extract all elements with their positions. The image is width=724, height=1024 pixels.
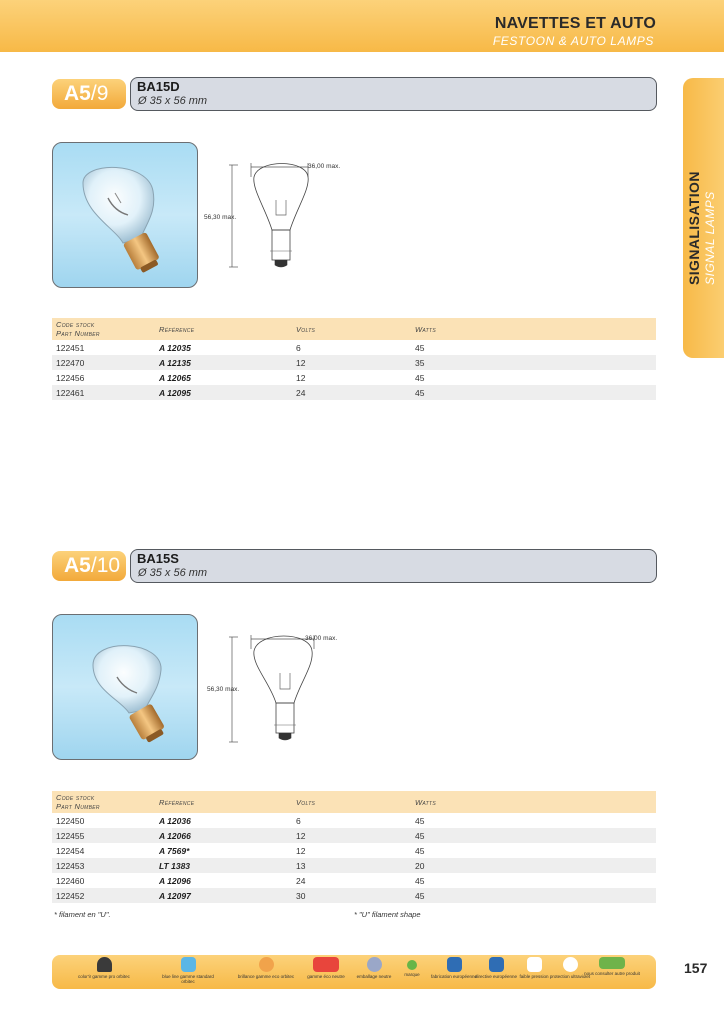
uv-protection-icon	[563, 957, 578, 972]
legend-item-brillance: brillance gamme eco orbitec	[236, 957, 296, 979]
bulb-photo-image	[53, 143, 198, 288]
cell-reference: A 7569*	[155, 843, 292, 858]
col-code: Code stock Part Number	[52, 318, 155, 340]
cell-reference: A 12066	[155, 828, 292, 843]
product-badge: A5/9	[52, 79, 126, 109]
table-row	[52, 340, 656, 355]
footnote-en: * "U" filament shape	[354, 910, 421, 919]
cell-watts: 45	[411, 888, 656, 903]
footnote-fr: * filament en "U".	[54, 910, 111, 919]
col-volts: Volts	[292, 318, 411, 340]
cell-code: 122452	[52, 888, 155, 903]
cell-reference: A 12097	[155, 888, 292, 903]
page-subtitle: FESTOON & AUTO LAMPS	[492, 34, 654, 48]
page-number: 157	[684, 960, 708, 976]
cell-volts: 12	[292, 828, 411, 843]
product-photo	[52, 142, 198, 288]
cell-reference: A 12065	[155, 370, 292, 385]
legend-item-color-ir: color'ir gamme pro orbitec	[74, 957, 134, 979]
section-header	[52, 549, 657, 583]
eco-range-icon	[313, 957, 339, 972]
col-code: Code stock Part Number	[52, 791, 155, 813]
table-row	[52, 843, 656, 858]
bulb-photo-image	[53, 615, 198, 760]
dimension-width-label: 36,00 max.	[308, 163, 341, 170]
cell-watts: 35	[411, 355, 656, 370]
dimension-drawing	[196, 155, 376, 305]
spec-table	[52, 791, 656, 903]
cell-volts: 6	[292, 340, 411, 355]
legend-item-blue-line: blue line gamme standard orbitec	[158, 957, 218, 984]
cell-watts: 20	[411, 858, 656, 873]
cell-reference: A 12036	[155, 813, 292, 828]
european-manufacture-icon	[447, 957, 462, 972]
cell-volts: 6	[292, 813, 411, 828]
legend-item-eco: gamme éco neutre	[296, 957, 356, 979]
cell-reference: A 12135	[155, 355, 292, 370]
blue-line-icon	[181, 957, 196, 972]
table-header-row	[52, 318, 656, 340]
dimension-drawing	[206, 627, 386, 777]
brand-icon	[407, 960, 417, 970]
section-header	[52, 77, 657, 111]
cell-code: 122454	[52, 843, 155, 858]
cell-watts: 45	[411, 370, 656, 385]
cell-volts: 12	[292, 355, 411, 370]
cell-code: 122456	[52, 370, 155, 385]
cell-reference: A 12095	[155, 385, 292, 400]
table-row	[52, 385, 656, 400]
product-name: BA15D	[137, 79, 180, 94]
cell-watts: 45	[411, 873, 656, 888]
product-dimensions: Ø 35 x 56 mm	[138, 567, 208, 579]
cell-code: 122450	[52, 813, 155, 828]
cell-code: 122451	[52, 340, 155, 355]
category-tab-subtitle: SIGNAL LAMPS	[703, 191, 717, 285]
cell-code: 122455	[52, 828, 155, 843]
other-product-icon	[599, 957, 625, 969]
brillance-icon	[259, 957, 274, 972]
category-tab-title: SIGNALISATION	[686, 171, 702, 285]
legend-item-low-pressure: faible pression	[504, 957, 564, 979]
product-photo	[52, 614, 198, 760]
col-volts: Volts	[292, 791, 411, 813]
col-reference: Référence	[155, 318, 292, 340]
product-name-box	[130, 549, 657, 583]
product-badge: A5/10	[52, 551, 126, 581]
product-name: BA15S	[137, 551, 179, 566]
product-dimensions: Ø 35 x 56 mm	[138, 95, 208, 107]
cell-code: 122461	[52, 385, 155, 400]
legend-item-brand: marque	[382, 957, 442, 977]
legend-item-neutral-packaging: emballage neutre	[344, 957, 404, 979]
legend-item-other-product: nous consulter autre produit	[582, 957, 642, 976]
cell-volts: 12	[292, 843, 411, 858]
table-row	[52, 828, 656, 843]
legend-item-european-directive: directive européenne	[466, 957, 526, 979]
european-directive-icon	[489, 957, 504, 972]
product-name-box	[130, 77, 657, 111]
cell-watts: 45	[411, 843, 656, 858]
col-reference: Référence	[155, 791, 292, 813]
cell-volts: 12	[292, 370, 411, 385]
cell-code: 122453	[52, 858, 155, 873]
dimension-height-label: 56,30 max.	[207, 686, 240, 693]
dimension-height-label: 56,30 max.	[204, 214, 237, 221]
table-header-row	[52, 791, 656, 813]
cell-reference: A 12035	[155, 340, 292, 355]
table-row	[52, 858, 656, 873]
cell-code: 122470	[52, 355, 155, 370]
cell-watts: 45	[411, 813, 656, 828]
neutral-packaging-icon	[367, 957, 382, 972]
cell-code: 122460	[52, 873, 155, 888]
cell-volts: 13	[292, 858, 411, 873]
cell-reference: A 12096	[155, 873, 292, 888]
table-row	[52, 873, 656, 888]
table-row	[52, 888, 656, 903]
spec-table	[52, 318, 656, 400]
legend-item-uv-protection: protection ultraviolet	[540, 957, 600, 979]
table-row	[52, 370, 656, 385]
cell-reference: LT 1383	[155, 858, 292, 873]
table-row	[52, 355, 656, 370]
table-row	[52, 813, 656, 828]
dimension-width-label: 36,00 max.	[305, 635, 338, 642]
cell-volts: 24	[292, 385, 411, 400]
legend-item-european-manufacture: fabrication européenne	[424, 957, 484, 979]
cell-watts: 45	[411, 828, 656, 843]
cell-volts: 30	[292, 888, 411, 903]
col-watts: Watts	[411, 791, 656, 813]
cell-volts: 24	[292, 873, 411, 888]
legend-bar	[52, 955, 656, 989]
cell-watts: 45	[411, 385, 656, 400]
page-title: NAVETTES ET AUTO	[494, 15, 656, 32]
col-watts: Watts	[411, 318, 656, 340]
cell-watts: 45	[411, 340, 656, 355]
color-ir-icon	[97, 957, 112, 972]
